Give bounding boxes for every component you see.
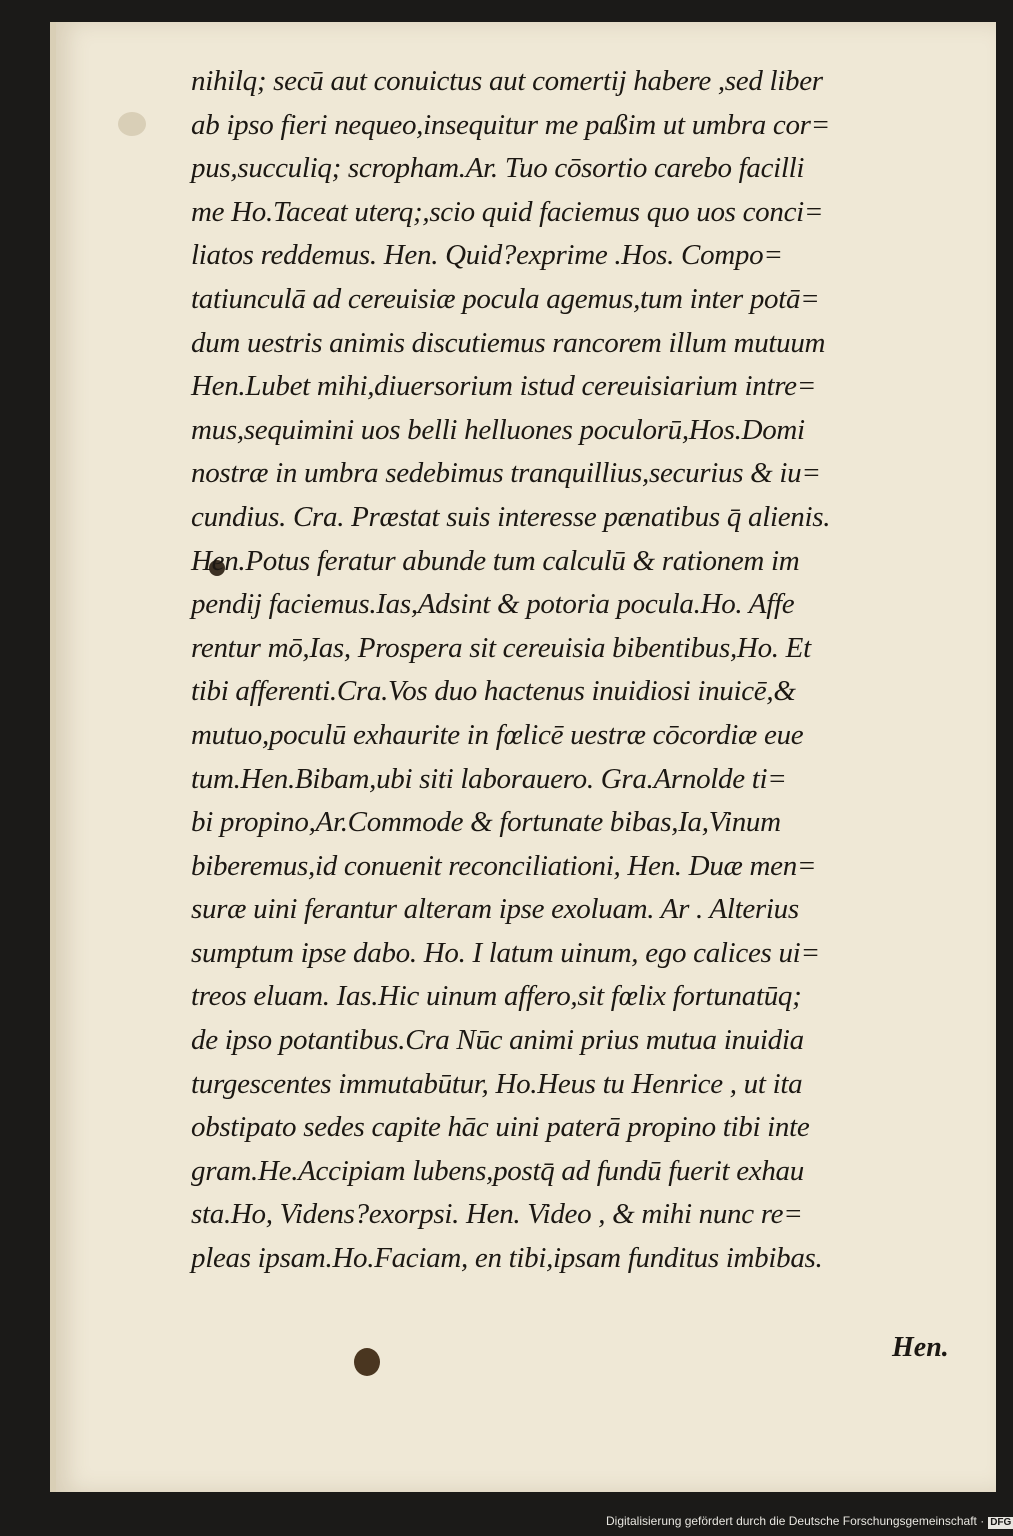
text-line: me Ho.Taceat uterq;,scio quid faciemus quo uos conci=	[191, 195, 824, 228]
credit-text: Digitalisierung gefördert durch die Deutsche Forschungsgemeinschaft ·	[606, 1514, 985, 1528]
text-line: sumptum ipse dabo. Ho. I latum uinum, ego calices ui=	[191, 936, 820, 969]
text-line: bi propino,Ar.Commode & fortunate bibas,Ia,Vinum	[191, 806, 781, 839]
text-line: tibi afferenti.Cra.Vos duo hactenus inuidiosi inuicē,&	[191, 675, 796, 708]
text-line: dum uestris animis discutiemus rancorem illum mutuum	[191, 326, 826, 359]
book-page	[50, 22, 996, 1492]
text-line: pus,succuliq; scropham.Ar. Tuo cōsortio carebo facilli	[191, 152, 805, 185]
text-line: pendij faciemus.Ias,Adsint & potoria pocula.Ho. Affe	[191, 588, 795, 621]
ink-blot	[354, 1348, 380, 1376]
text-line: ab ipso fieri nequeo,insequitur me paßim ut umbra cor=	[191, 108, 830, 141]
text-line: tum.Hen.Bibam,ubi siti laborauero. Gra.Arnolde ti=	[191, 762, 787, 795]
digitization-credit	[606, 1514, 1013, 1529]
text-line: de ipso potantibus.Cra Nūc animi prius mutua inuidia	[191, 1024, 804, 1057]
text-line: liatos reddemus. Hen. Quid?exprime .Hos. Compo=	[191, 239, 783, 272]
text-line: mutuo,poculū exhaurite in fœlicē uestræ cōcordiæ eue	[191, 718, 804, 751]
text-line: Hen.Potus feratur abunde tum calculū & rationem im	[191, 544, 800, 577]
text-line: gram.He.Accipiam lubens,postq̄ ad fundū fuerit exhau	[191, 1154, 804, 1187]
text-line: obstipato sedes capite hāc uini paterā propino tibi inte	[191, 1111, 810, 1144]
text-line: tatiunculā ad cereuisiæ pocula agemus,tum inter potā=	[191, 282, 820, 315]
text-line: biberemus,id conuenit reconciliationi, Hen. Duæ men=	[191, 849, 817, 882]
text-line: cundius. Cra. Præstat suis interesse pænatibus q̄ alienis.	[191, 500, 831, 533]
text-line: treos eluam. Ias.Hic uinum affero,sit fœlix fortunatūq;	[191, 980, 802, 1013]
text-line: rentur mō,Ias, Prospera sit cereuisia bibentibus,Ho. Et	[191, 631, 811, 664]
dfg-logo: DFG	[990, 1517, 1012, 1528]
text-line: suræ uini ferantur alteram ipse exoluam. Ar . Alterius	[191, 893, 799, 926]
catchword: Hen.	[892, 1332, 949, 1363]
text-line: nostræ in umbra sedebimus tranquillius,securius & iu=	[191, 457, 821, 490]
text-block	[191, 60, 1001, 1281]
text-line: Hen.Lubet mihi,diuersorium istud cereuisiarium intre=	[191, 370, 816, 403]
paper-stain	[118, 112, 146, 136]
text-line: pleas ipsam.Ho.Faciam, en tibi,ipsam funditus imbibas.	[191, 1242, 823, 1275]
text-line: nihilq; secū aut conuictus aut comertij habere ,sed liber	[191, 65, 823, 97]
text-line: turgescentes immutabūtur, Ho.Heus tu Henrice , ut ita	[191, 1067, 803, 1100]
text-line: sta.Ho, Videns?exorpsi. Hen. Video , & mihi nunc re=	[191, 1198, 803, 1231]
text-line: mus,sequimini uos belli helluones poculorū,Hos.Domi	[191, 413, 805, 446]
